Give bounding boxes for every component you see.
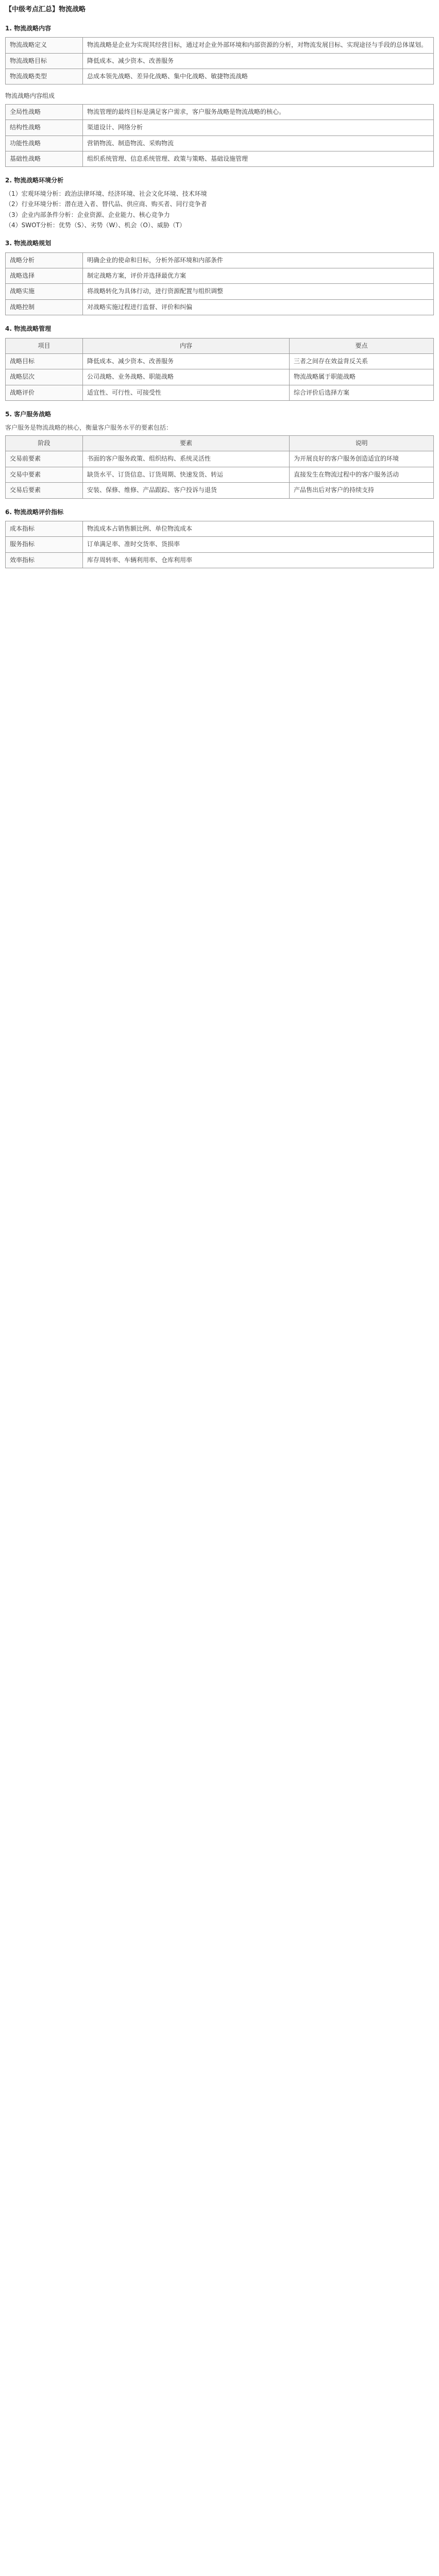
table-row bbox=[6, 467, 434, 482]
row-label: 战略选择 bbox=[6, 268, 83, 284]
column-header: 要素 bbox=[83, 436, 290, 451]
table-cell: 交易后要素 bbox=[6, 483, 83, 498]
table-row bbox=[6, 252, 434, 268]
strategy-management-table bbox=[5, 338, 434, 401]
column-header: 项目 bbox=[6, 338, 83, 353]
row-label: 基础性战略 bbox=[6, 151, 83, 166]
strategy-definition-table bbox=[5, 37, 434, 84]
table-row bbox=[6, 38, 434, 53]
table-cell: 物流战略属于职能战略 bbox=[290, 369, 434, 385]
section-4-heading: 4. 物流战略管理 bbox=[5, 325, 52, 333]
row-label: 战略实施 bbox=[6, 284, 83, 299]
strategy-content-table bbox=[5, 104, 434, 167]
table-cell: 产品售出后对客户的持续支持 bbox=[290, 483, 434, 498]
table-row bbox=[6, 69, 434, 84]
table-cell: 三者之间存在效益背反关系 bbox=[290, 354, 434, 369]
section-3-heading: 3. 物流战略规划 bbox=[5, 240, 52, 247]
table-row bbox=[6, 284, 434, 299]
row-text: 降低成本、减少资本、改善服务 bbox=[83, 53, 434, 69]
row-text: 物流成本占销售额比例、单位物流成本 bbox=[83, 521, 434, 536]
row-text: 制定战略方案，评价并选择最优方案 bbox=[83, 268, 434, 284]
row-text: 明确企业的使命和目标，分析外部环境和内部条件 bbox=[83, 252, 434, 268]
row-text: 渠道设计、网络分析 bbox=[83, 120, 434, 135]
table-row bbox=[6, 104, 434, 120]
row-text: 将战略转化为具体行动，进行资源配置与组织调整 bbox=[83, 284, 434, 299]
row-text: 物流战略是企业为实现其经营目标，通过对企业外部环境和内部资源的分析，对物流发展目标、实现途径与手段的总体谋划。 bbox=[83, 38, 434, 53]
table-cell: 交易前要素 bbox=[6, 451, 83, 467]
section-5-intro: 客户服务是物流战略的核心，衡量客户服务水平的要素包括： bbox=[5, 423, 173, 431]
row-text: 营销物流、制造物流、采购物流 bbox=[83, 135, 434, 151]
list-item: （2）行业环境分析：潜在进入者、替代品、供应商、购买者、同行竞争者 bbox=[5, 200, 207, 208]
row-label: 战略分析 bbox=[6, 252, 83, 268]
table-row bbox=[6, 135, 434, 151]
row-text: 物流管理的最终目标是满足客户需求，客户服务战略是物流战略的核心。 bbox=[83, 104, 434, 120]
table-cell: 交易中要素 bbox=[6, 467, 83, 482]
row-text: 库存周转率、车辆利用率、仓库利用率 bbox=[83, 552, 434, 568]
table-cell: 直接发生在物流过程中的客户服务活动 bbox=[290, 467, 434, 482]
page bbox=[0, 0, 439, 572]
table-row bbox=[6, 120, 434, 135]
table-cell: 缺货水平、订货信息、订货周期、快速发货、转运 bbox=[83, 467, 290, 482]
row-label: 服务指标 bbox=[6, 537, 83, 552]
table-row bbox=[6, 385, 434, 400]
column-header: 说明 bbox=[290, 436, 434, 451]
row-label: 战略控制 bbox=[6, 299, 83, 315]
list-item: （3）企业内部条件分析：企业资源、企业能力、核心竞争力 bbox=[5, 211, 170, 218]
table-row bbox=[6, 354, 434, 369]
section-1-subheading: 物流战略内容组成 bbox=[5, 92, 55, 100]
column-header: 要点 bbox=[290, 338, 434, 353]
row-label: 成本指标 bbox=[6, 521, 83, 536]
row-label: 物流战略定义 bbox=[6, 38, 83, 53]
page-title: 【中级考点汇总】物流战略 bbox=[5, 6, 86, 13]
table-header-row bbox=[6, 436, 434, 451]
section-5-heading: 5. 客户服务战略 bbox=[5, 411, 52, 418]
table-cell: 降低成本、减少资本、改善服务 bbox=[83, 354, 290, 369]
table-row bbox=[6, 552, 434, 568]
table-row bbox=[6, 521, 434, 536]
table-row bbox=[6, 151, 434, 166]
table-cell: 战略评价 bbox=[6, 385, 83, 400]
table-cell: 公司战略、业务战略、职能战略 bbox=[83, 369, 290, 385]
strategy-planning-table bbox=[5, 252, 434, 316]
section-6-heading: 6. 物流战略评价指标 bbox=[5, 508, 64, 516]
table-row bbox=[6, 268, 434, 284]
list-item: （1）宏观环境分析：政治法律环境、经济环境、社会文化环境、技术环境 bbox=[5, 190, 207, 197]
row-label: 物流战略类型 bbox=[6, 69, 83, 84]
row-text: 订单满足率、准时交货率、货损率 bbox=[83, 537, 434, 552]
table-cell: 为开展良好的客户服务创造适宜的环境 bbox=[290, 451, 434, 467]
table-cell: 综合评价后选择方案 bbox=[290, 385, 434, 400]
table-row bbox=[6, 299, 434, 315]
section-1-heading: 1. 物流战略内容 bbox=[5, 24, 52, 32]
table-cell: 适宜性、可行性、可接受性 bbox=[83, 385, 290, 400]
table-row bbox=[6, 537, 434, 552]
column-header: 内容 bbox=[83, 338, 290, 353]
row-label: 物流战略目标 bbox=[6, 53, 83, 69]
table-row bbox=[6, 451, 434, 467]
row-text: 对战略实施过程进行监督、评价和纠偏 bbox=[83, 299, 434, 315]
evaluation-indicator-table bbox=[5, 521, 434, 568]
list-item: （4）SWOT分析：优势（S）、劣势（W）、机会（O）、威胁（T） bbox=[5, 221, 186, 229]
table-row bbox=[6, 483, 434, 498]
row-label: 效率指标 bbox=[6, 552, 83, 568]
row-label: 结构性战略 bbox=[6, 120, 83, 135]
table-cell: 书面的客户服务政策、组织结构、系统灵活性 bbox=[83, 451, 290, 467]
row-label: 功能性战略 bbox=[6, 135, 83, 151]
row-text: 总成本领先战略、差异化战略、集中化战略、敏捷物流战略 bbox=[83, 69, 434, 84]
row-text: 组织系统管理、信息系统管理、政策与策略、基础设施管理 bbox=[83, 151, 434, 166]
table-header-row bbox=[6, 338, 434, 353]
table-cell: 安装、保修、维修、产品跟踪、客户投诉与退货 bbox=[83, 483, 290, 498]
section-2-heading: 2. 物流战略环境分析 bbox=[5, 177, 64, 184]
environment-analysis-list bbox=[5, 190, 434, 230]
table-row bbox=[6, 53, 434, 69]
table-row bbox=[6, 369, 434, 385]
table-cell: 战略层次 bbox=[6, 369, 83, 385]
customer-service-table bbox=[5, 435, 434, 499]
column-header: 阶段 bbox=[6, 436, 83, 451]
row-label: 全局性战略 bbox=[6, 104, 83, 120]
table-cell: 战略目标 bbox=[6, 354, 83, 369]
